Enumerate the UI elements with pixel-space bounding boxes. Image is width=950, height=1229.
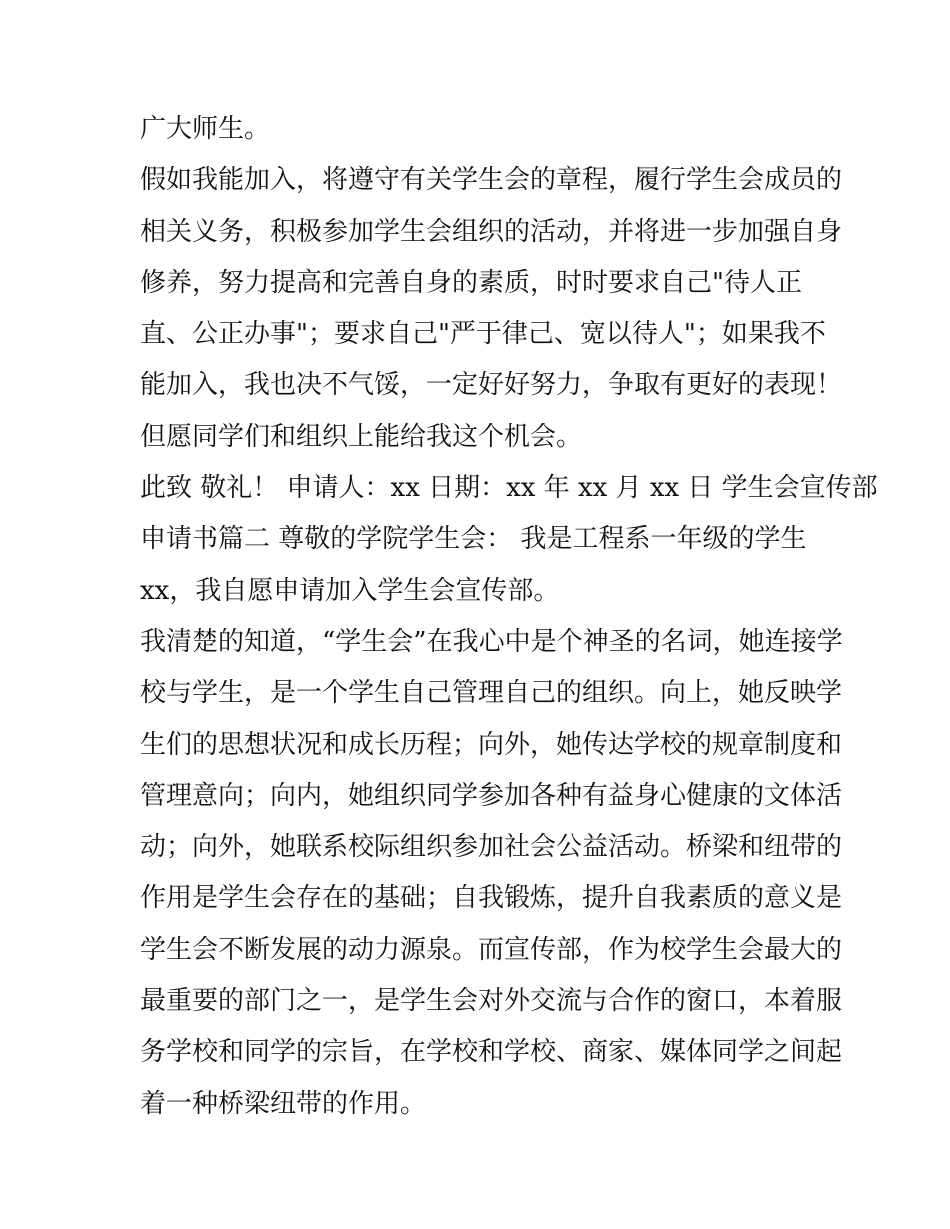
text-line: 能加入，我也决不气馁，一定好好努力，争取有更好的表现！ xyxy=(140,370,843,401)
text-line: 广大师生。 xyxy=(140,114,271,144)
body-text xyxy=(140,104,878,1130)
text-line: 生们的思想状况和成长历程；向外，她传达学校的规章制度和 xyxy=(140,729,843,760)
text-line: 相关义务，积极参加学生会组织的活动，并将进一步加强自身 xyxy=(140,216,843,247)
text-line: 作用是学生会存在的基础；自我锻炼，提升自我素质的意义是 xyxy=(140,883,843,914)
text-line: 务学校和同学的宗旨，在学校和学校、商家、媒体同学之间起 xyxy=(140,1037,843,1068)
text-line: 修养，努力提高和完善自身的素质，时时要求自己"待人正 xyxy=(140,267,802,298)
text-line: 直、公正办事"；要求自己"严于律己、宽以待人"；如果我不 xyxy=(140,319,826,350)
text-line: 申请书篇二 尊敬的学院学生会： 我是工程系一年级的学生 xyxy=(140,524,807,555)
text-line: 学生会不断发展的动力源泉。而宣传部，作为校学生会最大的 xyxy=(140,934,843,965)
text-line: 最重要的部门之一，是学生会对外交流与合作的窗口，本着服 xyxy=(140,986,843,1017)
text-line: 但愿同学们和组织上能给我这个机会。 xyxy=(140,421,583,452)
text-line: 假如我能加入，将遵守有关学生会的章程，履行学生会成员的 xyxy=(140,165,843,196)
text-line: xx，我自愿申请加入学生会宣传部。 xyxy=(140,575,560,606)
text-line: 此致 敬礼！ 申请人：xx 日期：xx 年 xx 月 xx 日 学生会宣传部 xyxy=(140,473,878,504)
text-line: 管理意向；向内，她组织同学参加各种有益身心健康的文体活 xyxy=(140,780,843,811)
text-line: 校与学生，是一个学生自己管理自己的组织。向上，她反映学 xyxy=(140,678,843,709)
text-line: 着一种桥梁纽带的作用。 xyxy=(140,1088,427,1119)
text-line: 我清楚的知道，“学生会”在我心中是个神圣的名词，她连接学 xyxy=(140,626,843,657)
text-line: 动；向外，她联系校际组织参加社会公益活动。桥梁和纽带的 xyxy=(140,832,843,863)
